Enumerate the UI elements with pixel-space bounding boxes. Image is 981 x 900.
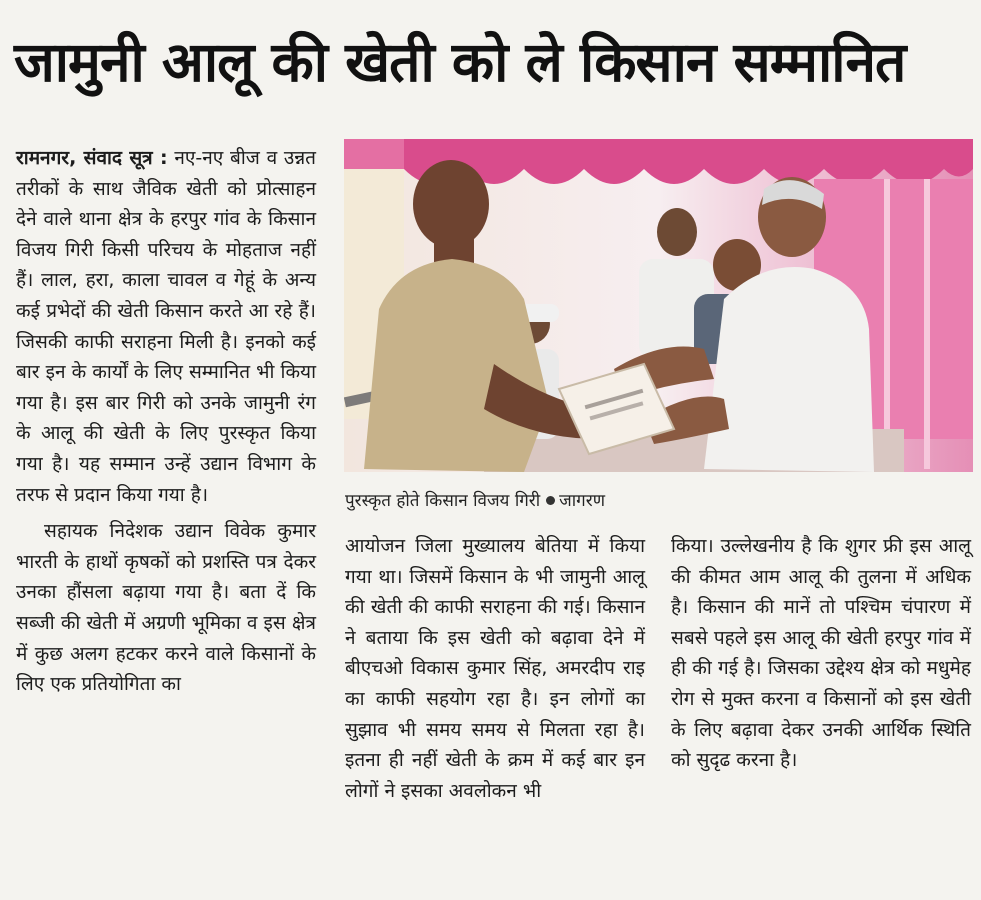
article-column-3 xyxy=(671,531,971,776)
article-paragraph-4: किया। उल्लेखनीय है कि शुगर फ्री इस आलू की कीमत आम आलू की तुलना में अधिक है। किसान की मानें तो पश्चिम चंपारण में सबसे पहले इस आलू की खेती हरपुर गांव में ही की गई है। जिसका उद्देश्य क्षेत्र को मधुमेह रोग से मुक्त करना व किसानों को इस खेती के लिए बढ़ावा देकर उनकी आर्थिक स्थिति को सुदृढ करना है। xyxy=(671,535,971,772)
caption-text: पुरस्कृत होते किसान विजय गिरी xyxy=(345,491,541,511)
photo-illustration xyxy=(344,139,973,472)
photo-caption xyxy=(345,488,973,514)
dateline: रामनगर, संवाद सूत्र : xyxy=(16,147,168,169)
article-column-2 xyxy=(345,531,645,806)
headline: जामुनी आलू की खेती को ले किसान सम्मानित xyxy=(14,30,906,94)
article-paragraph-1 xyxy=(16,143,316,510)
news-photo xyxy=(344,139,973,472)
paragraph-1-text: नए-नए बीज व उन्नत तरीकों के साथ जैविक खेती को प्रोत्साहन देने वाले थाना क्षेत्र के हरपुर गांव के किसान विजय गिरी किसी परिचय के मोहताज नहीं हैं। लाल, हरा, काला चावल व गेहूं के अन्य कई प्रभेदों की खेती किसान करते आ रहे हैं। जिसकी काफी सराहना मिली है। इनको कई बार इन के कार्यों के लिए सम्मानित भी किया गया है। इस बार गिरी को उनके जामुनी रंग के आलू की खेती के लिए पुरस्कृत किया गया है। यह सम्मान उन्हें उद्यान विभाग के तरफ से प्रदान किया गया है। xyxy=(16,147,317,506)
article-paragraph-2: सहायक निदेशक उद्यान विवेक कुमार भारती के हाथों कृषकों को प्रशस्ति पत्र देकर उनका हौंसला बढ़ाया गया है। बता दें कि सब्जी की खेती में अग्रणी भूमिका व इस क्षेत्र में कुछ अलग हटकर करने वाले किसानों के लिए एक प्रतियोगिता का xyxy=(16,520,316,696)
article-paragraph-3: आयोजन जिला मुख्यालय बेतिया में किया गया था। जिसमें किसान के भी जामुनी आलू की खेती की काफी सराहना की गई। किसान ने बताया कि इस खेती को बढ़ावा देने में बीएचओ विकास कुमार सिंह, अमरदीप राइ का काफी सहयोग रहा है। इन लोगों का सुझाव भी समय समय से मिलता रहा है। इतना ही नहीं खेती के क्रम में कई बार इन लोगों ने इसका अवलोकन भी xyxy=(345,535,645,802)
bullet-icon xyxy=(546,496,555,505)
caption-credit: जागरण xyxy=(559,491,605,511)
article-column-1 xyxy=(16,143,316,700)
